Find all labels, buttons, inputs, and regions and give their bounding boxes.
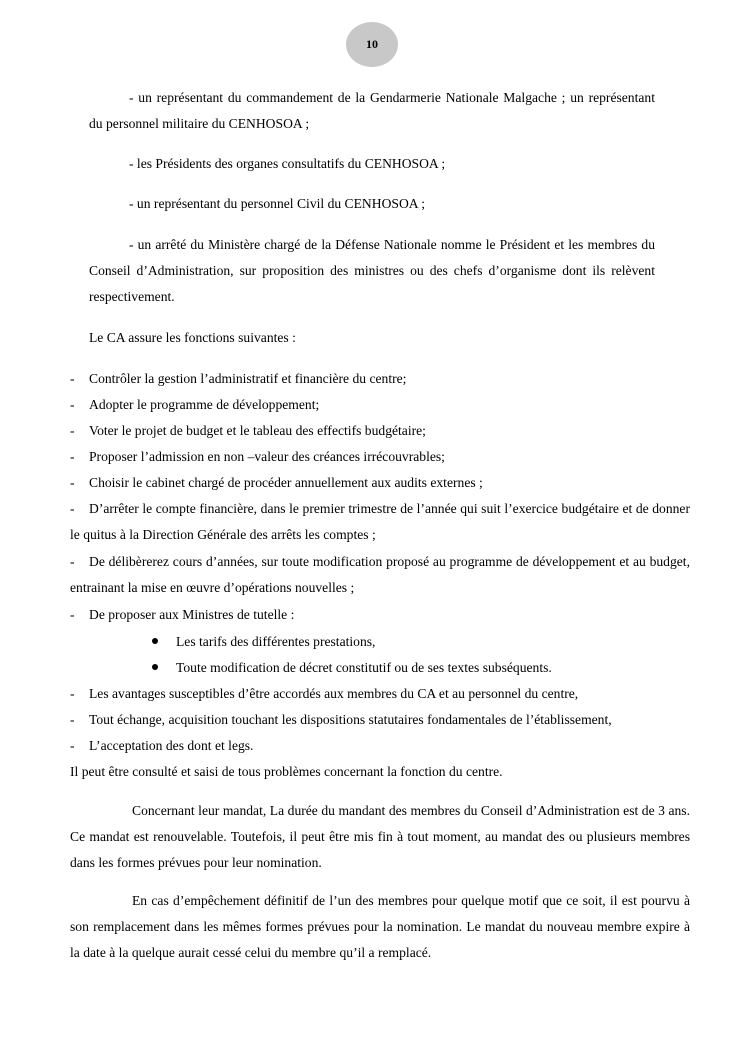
paragraph-empechement: En cas d’empêchement définitif de l’un des membres pour quelque motif que ce soit, il est pourvu à son remplacement dans les mêmes formes prévues pour la nomination. Le mandat du nouveau membre expire à la date à la quelque aurait cessé celui du membre qu’il a remplacé.	[70, 893, 690, 960]
function-item: - Adopter le programme de développement;	[70, 397, 320, 412]
function-item: - D’arrêter le compte financière, dans le premier trimestre de l’année qui suit l’exercice budgétaire et de donner le quitus à la Direction Générale des arrêts les comptes ;	[70, 501, 690, 542]
consult-line: Il peut être consulté et saisi de tous problèmes concernant la fonction du centre.	[70, 764, 503, 779]
function-item: - Choisir le cabinet chargé de procéder annuellement aux audits externes ;	[70, 475, 483, 490]
functions-intro: Le CA assure les fonctions suivantes :	[89, 330, 296, 345]
member-item-arrete: - un arrêté du Ministère chargé de la Défense Nationale nomme le Président et les membres du Conseil d’Administration, sur proposition des ministres ou des chefs d’organisme dont ils relèvent respectivement.	[89, 237, 655, 304]
function-item: - Voter le projet de budget et le tableau des effectifs budgétaire;	[70, 423, 426, 438]
function-item: - Proposer l’admission en non –valeur des créances irrécouvrables;	[70, 449, 445, 464]
paragraph-mandat: Concernant leur mandat, La durée du mandant des membres du Conseil d’Administration est de 3 ans. Ce mandat est renouvelable. Toutefois, il peut être mis fin à tout moment, au mandat des ou plusieurs membres dans les formes prévues pour leur nomination.	[70, 803, 690, 870]
function-item: - Tout échange, acquisition touchant les dispositions statutaires fondamentales de l’établissement,	[70, 712, 612, 727]
sub-bullet-item: Les tarifs des différentes prestations,	[152, 629, 375, 655]
function-item: - L’acceptation des dont et legs.	[70, 738, 254, 753]
bullet-icon	[152, 664, 158, 670]
page-number: 10	[366, 37, 378, 51]
function-item: - Les avantages susceptibles d’être accordés aux membres du CA et au personnel du centre,	[70, 686, 579, 701]
member-item-presidents: - les Présidents des organes consultatifs du CENHOSOA ;	[129, 156, 446, 171]
function-item: - Contrôler la gestion l’administratif et financière du centre;	[70, 371, 407, 386]
member-item-gendarmerie: - un représentant du commandement de la Gendarmerie Nationale Malgache ; un représentant du personnel militaire du CENHOSOA ;	[89, 90, 655, 131]
page-number-badge	[346, 22, 398, 67]
function-item: - De proposer aux Ministres de tutelle :	[70, 607, 295, 622]
bullet-icon	[152, 638, 158, 644]
member-item-civil: - un représentant du personnel Civil du CENHOSOA ;	[129, 196, 426, 211]
sub-bullet-item: Toute modification de décret constitutif ou de ses textes subséquents.	[152, 655, 552, 681]
function-item: - De délibèrerez cours d’années, sur toute modification proposé au programme de développement et au budget, entrainant la mise en œuvre d’opérations nouvelles ;	[70, 554, 690, 595]
